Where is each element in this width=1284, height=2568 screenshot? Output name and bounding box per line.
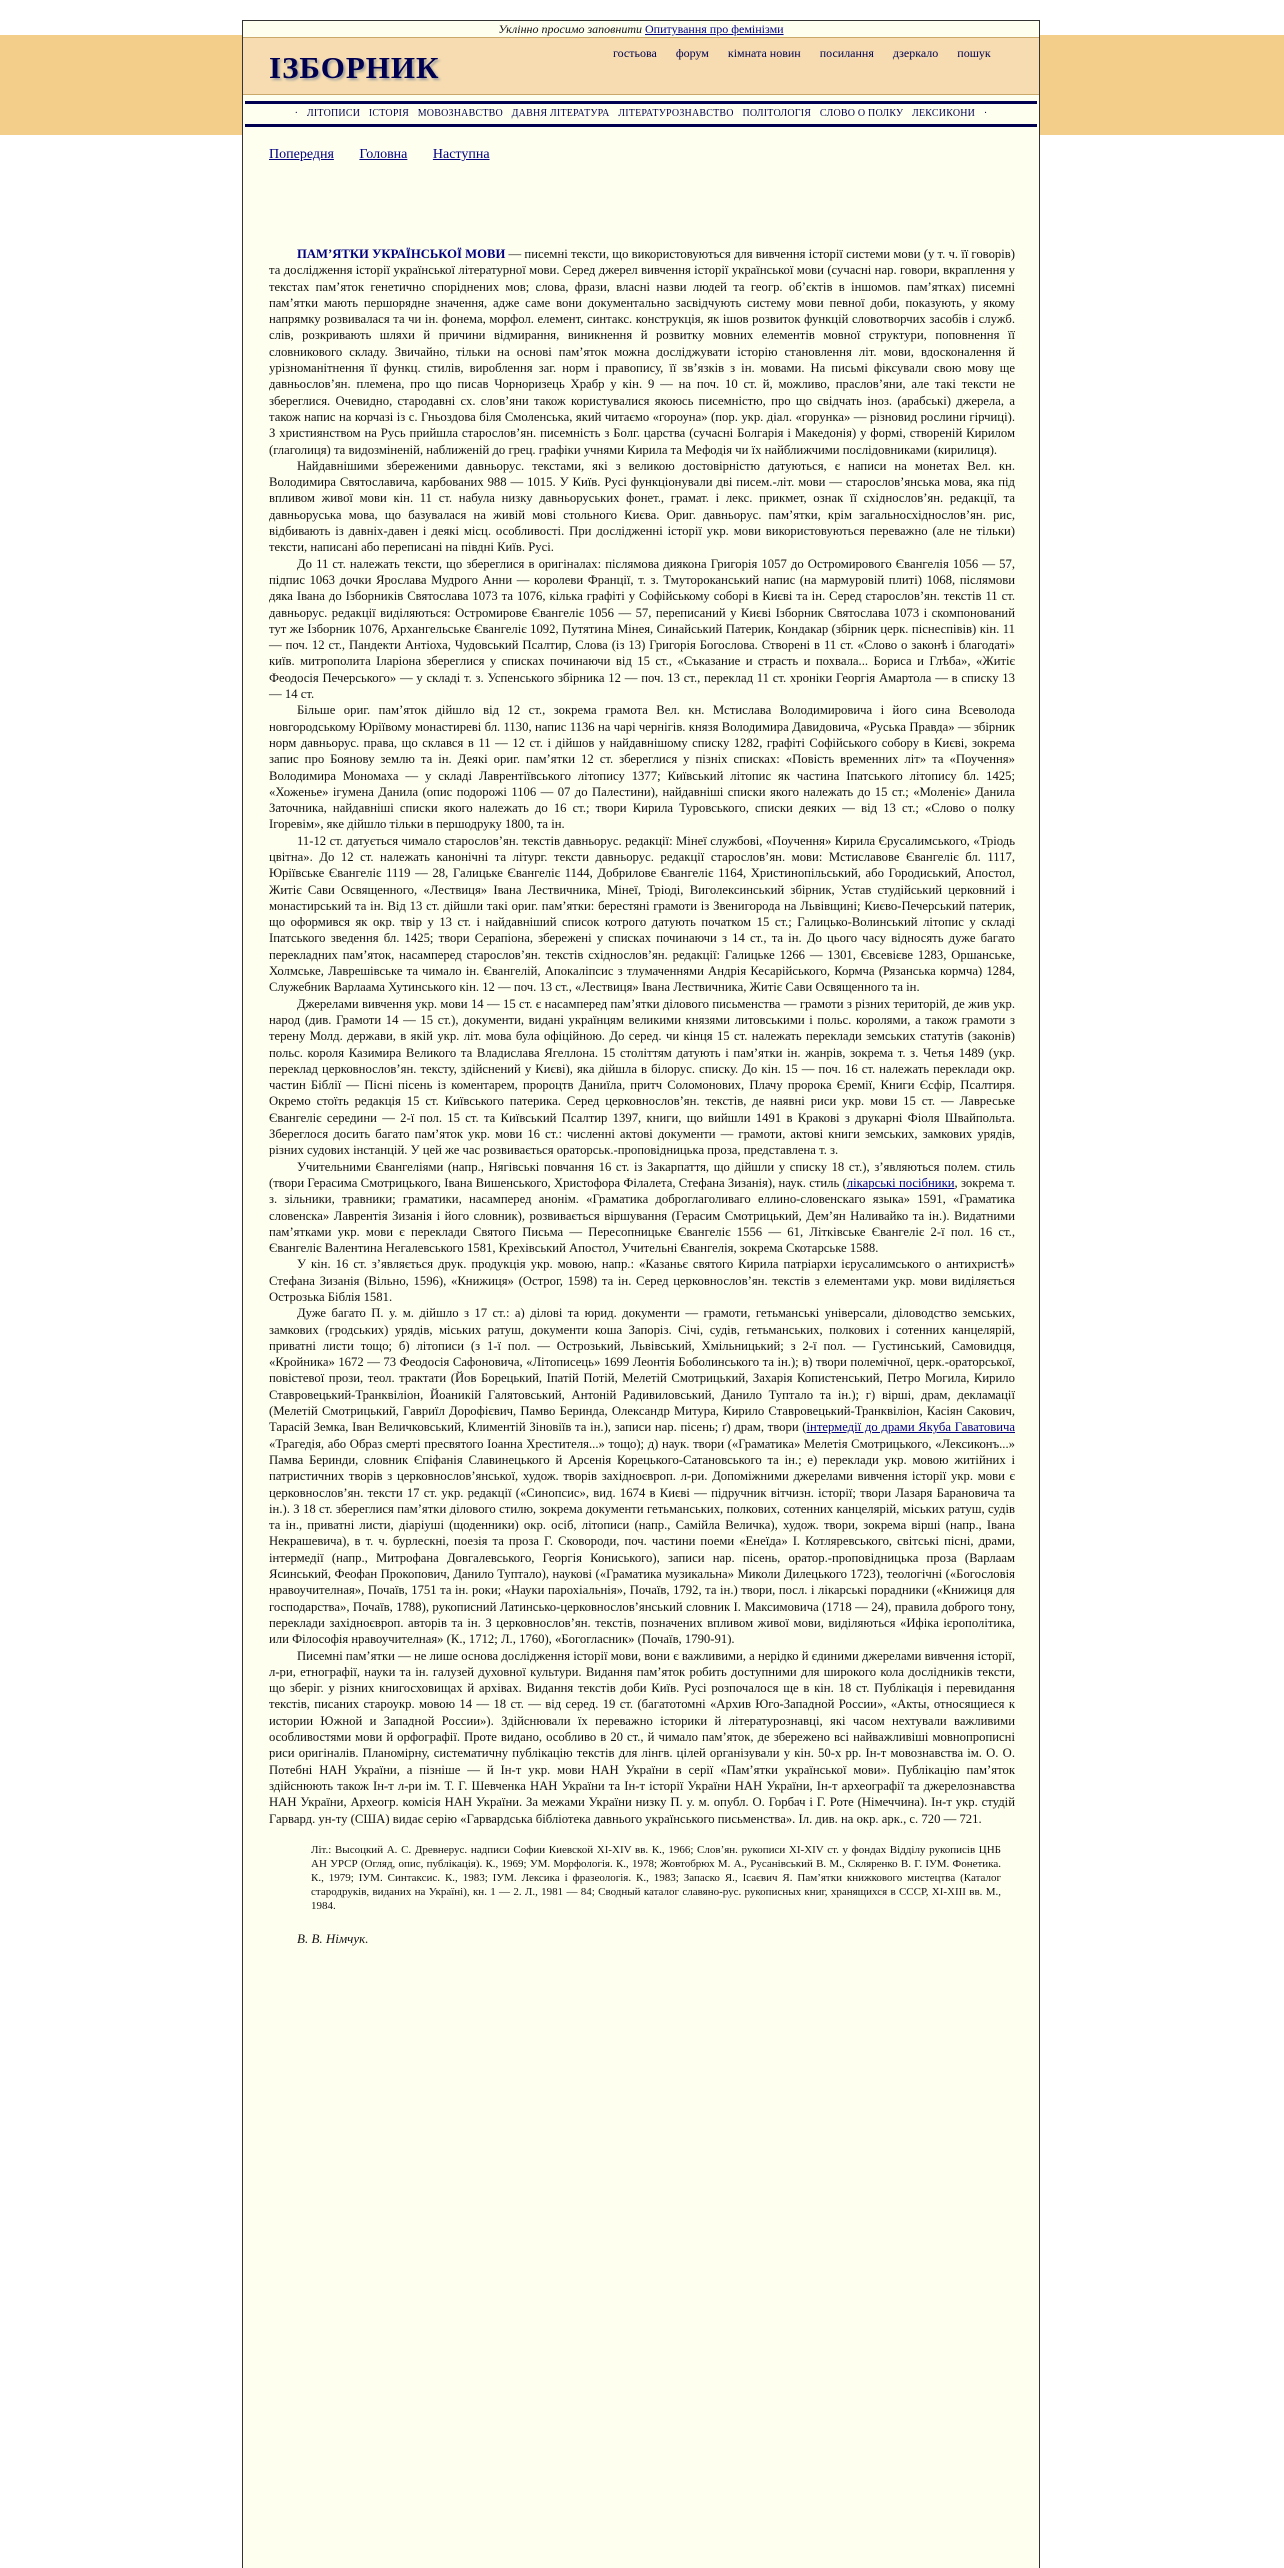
literature-list: Літ.: Высоцкий А. С. Древнерус. надписи Софии Киевской XI-XIV вв. К., 1966; Слов’ян. рукописи XI-XIV ст. у фондах Відділу рукописів ЦНБ АН УРСР (Огляд, опис, публікація). К., 1969; УМ. Морфологія. К., 1978; Жовтобрюх М. А., Русанівський В. М., Скляренко В. Г. ІУМ. Фонетика. К., 1979; ІУМ. Синтаксис. К., 1983; ІУМ. Лексика і фразеологія. К., 1983; Запаско Я., Ісаєвич Я. Пам’ятки книжкового мистецтва (Каталог стародруків, виданих на Україні), кн. 1 — 2. Л., 1981 — 84; Сводный каталог славяно-рус. рукописных книг, хранящихся в СССР, XI-XIII вв. М., 1984. — [311, 1843, 1001, 1912]
medical-manuals-link[interactable]: лікарські посібники — [846, 1175, 955, 1190]
top-menu-forum[interactable]: форум — [675, 46, 709, 60]
nav-item-literary-studies[interactable]: ЛІТЕРАТУРОЗНАВСТВО — [618, 108, 734, 119]
survey-text: Уклінно просимо заповнити — [498, 22, 642, 36]
article-paragraph: До 11 ст. належать тексти, що збереглися в оригіналах: післямова диякона Григорія 1057 до Остромирового Євангелія 1056 — 57, підпис 1063 дочки Ярослава Мудрого Анни — королеви Франції, т. з. Тмутороканський напис (на мармуровій плиті) 1068, післямови дяка Івана до Ізборників Святослава 1073 та 1076, кілька графіті у Софійському соборі в Києві та ін. Серед старослов’ян. текстів 11 ст. давньорус. редакції виділяються: Остромирове Євангеліє 1056 — 57, переписаний у Києві Ізборник Святослава 1073 і скомпонований тут же Ізборник 1076, Архангельське Євангеліє 1092, Путятина Мінея, Синайський Патерик, Кондакар (збірник церк. піснеспівів) кін. 11 — поч. 12 ст., Пандекти Антіоха, Чудовський Псалтир, Слова (із 13) Григорія Богослова. Створені в 11 ст. «Слово о законѣ і благодаті» київ. митрополита Іларіона збереглися у списках починаючи від 15 ст., «Съказание и страсть и похвала... Бориса и Глѣба», «Житіє Феодосія Печерського» — у складі т. з. Успенського збірника 12 — поч. 13 ст., переклад 11 ст. хроніки Георгія Амартола — в списку 13 — 14 ст. — [269, 556, 1015, 702]
site-logo[interactable]: ІЗБОРНИК — [269, 50, 440, 85]
nav-rule-bottom — [245, 124, 1037, 127]
prev-link[interactable]: Попередня — [269, 147, 334, 162]
page-navigation — [269, 147, 1039, 163]
top-menu-mirror[interactable]: дзеркало — [892, 46, 939, 60]
top-menu-news[interactable]: кімната новин — [727, 46, 801, 60]
next-link[interactable]: Наступна — [432, 147, 490, 162]
article-author: В. В. Німчук. — [297, 1930, 369, 1946]
article-paragraph: У кін. 16 ст. з’являється друк. продукція укр. мовою, напр.: «Казаньє святого Кирила патріархи ієрусалимського о антихристѣ» Стефана Зизанія (Вільно, 1596), «Книжиця» (Острог, 1598) та ін. Серед церковнослов’ян. текстів з елементами укр. мови виділяється Острозька Біблія 1581. — [269, 1257, 1015, 1304]
article-paragraph: Писемні пам’ятки — не лише основа дослідження історії мови, вони є важливими, а нерідко й єдиними джерелами вивчення історії, л-ри, етнографії, науки та ін. галузей духовної культури. Видання пам’яток робить доступними для широкого кола дослідників тексти, що зберіг. у різних книгосховищах й архівах. Видання текстів доби Київ. Русі розпочалося ще в кін. 18 ст. Публікація і перевидання текстів, писаних староукр. мовою 14 — 18 ст. — від серед. 19 ст. (багатотомні «Архив Юго-Западной России», «Акты, относящиеся к истории Южной и Западной России»). Здійснювали їх переважно історики й літературознавці, які часом нехтували важливими особливостями мови й орфографії. Проте видано, особливо в 20 ст., й чимало пам’яток, де збережено всі найважливіші мовнопрописні риси оригіналів. Планомірну, систематичну публікацію текстів для лінгв. цілей організували у кін. 50-х рр. Ін-т мовознавства ім. О. О. Потебні НАН України, а пізніше — й Ін-т укр. мови НАН України в серії «Пам’ятки української мови». Публікацію пам’яток здійснюють також Ін-т л-ри ім. Т. Г. Шевченка НАН України та Ін-т історії України НАН України, Ін-т археографії та джерелознавства НАН України, Археогр. комісія НАН України. За межами України низку П. у. м. опубл. О. Горбач і Г. Роте (Німеччина). Ін-т укр. студій Гарвард. ун-ту (США) видає серію «Гарвардська бібліотека давнього українського письменства». Іл. див. на окр. арк., с. 720 — 721. — [269, 1648, 1015, 1826]
survey-link[interactable]: Опитування про фемінізми — [645, 22, 784, 36]
top-menu — [613, 46, 1007, 61]
nav-item-politology[interactable]: ПОЛІТОЛОГІЯ — [742, 108, 812, 119]
top-menu-search[interactable]: пошук — [957, 46, 991, 60]
nav-item-slovo[interactable]: СЛОВО О ПОЛКУ — [819, 108, 904, 119]
article-body — [269, 246, 1015, 1947]
nav-item-history[interactable]: ІСТОРІЯ — [368, 108, 410, 119]
interludes-link[interactable]: інтермедії до драми Якуба Гаватовича — [806, 1420, 1015, 1435]
article-paragraph: Джерелами вивчення укр. мови 14 — 15 ст. є насамперед пам’ятки ділового письменства — грамоти з різних територій, де жив укр. народ (див. Грамоти 14 — 15 ст.), документи, видані українцям великими князями литовськими і польс. королями, а також грамоти з терену Молд. держави, в якій укр. літ. мова була офіційною. До серед. чи кінця 15 ст. належать переклади земських статутів (законів) польс. короля Казимира Великого та Владислава Ягеллона. 15 століттям датують і пам’ятки ін. жанрів, зокрема т. з. Четья 1489 (укр. переклад церковнослов’ян. тексту, здійснений у Києві), яка дійшла в білорус. списку. До кін. 15 — поч. 16 ст. належать переклади окр. частин Біблії — Пісні пісень із коментарем, пророцтв Даниїла, притч Соломонових, Плачу пророка Єремії, Книги Єсфір, Псалтиря. Окремо стоїть редакція 15 ст. Київського патерика. Серед церковнослов’ян. текстів, де наявні риси укр. мови 15 ст. — Лавреське Євангеліє середини — 2-ї пол. 15 ст. та Київський Псалтир 1397, книги, що вийшли 1491 в Кракові з друкарні Фіоля Швайпольта. Збереглося досить багато пам’яток укр. мови 16 ст.: численні актові документи — грамоти, актові книги земських, замкових урядів, різних судових інстанцій. У цей же час розвивається ораторськ.-проповідницька проза, представлена т. з. — [269, 996, 1015, 1158]
nav-bar — [243, 104, 1039, 124]
article-paragraph: Дуже багато П. у. м. дійшло з 17 ст.: а) ділові та юрид. документи — грамоти, гетьманські універсали, діловодство земських, замкових (гродських) урядів, міських ратуш, документи коша Запоріз. Січі, судів, гетьманських, полкових і сотенних канцелярій, приватні листи тощо; б) літописи (з 1-ї пол. — Острозький, Львівський, Хмільницький; з 2-ї пол. — Густинський, Самовидця, «Кройника» 1672 — 73 Феодосія Сафоновича, «Літописець» 1699 Леонтія Боболинського та ін.); в) твори полемічної, церк.-ораторської, повістевої прози, теол. трактати (Йов Борецький, Іпатій Потій, Мелетій Смотрицький, Захарія Копистенський, Петро Могила, Кирило Ставровецький-Транквіліон, Йоаникій Галятовський, Антоній Радивиловський, Данило Туптало та ін.); г) вірші, драм, декламації (Мелетій Смотрицький, Гавриїл Дорофієвич, Памво Беринда, Олександр Митура, Кирило Ставровецький-Транквіліон, Касіян Сакович, Тарасій Земка, Іван Величковський, Климентій Зіновіїв та ін.), записи нар. пісень; ґ) драм, твори (інтермедії до драми Якуба Гаватовича «Трагедія, або Образ смерті пресвятого Іоанна Хрестителя...» тощо); д) наук. твори («Граматика» Мелетія Смотрицького, «Лексиконъ...» Памва Беринди, словник Єпіфанія Славинецького й Арсенія Корецького-Сатановського та ін.; е) переклади укр. мовою житійних і патристичних творів з церковнослов’янської, худож. творів західноєвроп. л-ри. Допоміжними джерелами вивчення історії укр. мови є церковнослов’ян. тексти 17 ст. укр. редакції («Синопсис», вид. 1674 в Києві — підручник вітчизн. історії; твори Лазаря Барановича та ін.). З 18 ст. збереглися пам’ятки ділового стилю, зокрема документи гетьманських, полкових, сотенних канцелярій, міських ратуш, судів та ін., приватні листи, діаріуші (щоденники) окр. осіб, літописи (напр., Самійла Величка), худож. твори, зокрема вірші (напр., Івана Некрашевича), в т. ч. бурлескні, поезія та проза Г. Сковороди, поч. частини поеми «Енеїда» І. Котляревського, світські пісні, драми, інтермедії (напр., Митрофана Довгалевського, Георгія Кониського), записи нар. пісень, оратор.-проповідницька проза (Варлаам Ясинський, Феофан Прокопович, Данило Туптало), наукові («Граматика музикальна» Миколи Дилецького 1723), теологічні («Богословія нравоучителная», Почаїв, 1751 та ін. роки; «Науки парохіальнія», Почаїв, 1792, та ін.) твори, посл. і лікарські порадники («Книжиця для господарства», Почаїв, 1788), рукописний Латинсько-церковнослов’янський словник І. Максимовича (1718 — 24), правила доброго тону, переклади західноєвроп. авторів та ін. З церковнослов’ян. текстів, позначених впливом живої мови, виділяються «Ифіка ієрополітика, или Філософія нравоучителная» (К., 1712; Л., 1760), «Богогласник» (Почаїв, 1790-91). — [269, 1306, 1015, 1647]
page-container — [242, 20, 1040, 2568]
home-link[interactable]: Головна — [359, 147, 408, 162]
nav-item-linguistics[interactable]: МОВОЗНАВСТВО — [417, 108, 503, 119]
top-menu-links[interactable]: посилання — [819, 46, 874, 60]
top-menu-guestbook[interactable]: гостьова — [613, 46, 657, 60]
survey-banner — [243, 21, 1039, 37]
article-paragraph: 11-12 ст. датується чимало старослов’ян. текстів давньорус. редакції: Мінеї службові, «Поучення» Кирила Єрусалимського, «Тріодь цвітна». До 12 ст. належать канонічні та літург. тексти давньорус. редакції старослов’ян. мови: Мстиславове Євангеліє бл. 1117, Юріївське Євангеліє 1119 — 28, Галицьке Євангеліє 1144, Добрилове Євангеліє 1164, Христинопільський, або Городиський, Апостол, Житіє Сави Освященного, «Лествиця» Івана Лествичника, Мінеї, Тріоді, Виголексинський збірник, Устав студійський церковний і монастирський та ін. Від 13 ст. дійшли такі ориг. пам’ятки: берестяні грамоти із Звенигорода на Львівщині; Києво-Печерський патерик, що оформився як окр. твір у 13 ст. і найдавніший список котрого датують початком 15 ст.; Галицько-Волинський літопис у складі Іпатського зведення бл. 1425; твори Серапіона, збережені у списках починаючи з 14 ст., та ін. До цього часу відносять дуже багато перекладних пам’яток, насамперед старослов’ян. текстів східнослов’ян. редакції: Галицьке 1266 — 1301, Євсевієве 1283, Оршанське, Холмське, Лаврешівське та чимало ін. Євангелій, Апокаліпсис з тлумаченнями Андрія Кесарійського, Кормча (Рязанська кормча) 1284, Служебник Варлаама Хутинського кін. 12 — поч. 13 ст., «Лествиця» Івана Лествичника, Житіє Сави Освященного та ін. — [269, 833, 1015, 995]
article-title: ПАМ’ЯТКИ УКРАЇНСЬКОЇ МОВИ — [297, 247, 506, 261]
article-paragraph: Учительними Євангеліями (напр., Нягівські повчання 16 ст. із Закарпаття, що дійшли у списку 18 ст.), з’являються полем. стиль (твори Герасима Смотрицького, Івана Вишенського, Христофора Філалета, Стефана Зизанія), наук. стиль (лікарські посібники, зокрема т. з. зільники, травники; граматики, насамперед анонім. «Граматика доброглаголиваго еллино-словенскаго языка» 1591, «Граматика словенска» Лаврентія Зизанія і його словник), розвивається віршування (Герасим Смотрицький, Дем’ян Наливайко та ін.). Видатними пам’ятками укр. мови є переклади Святого Письма — Пересопницьке Євангеліє 1556 — 61, Літківське Євангеліє 2-ї пол. 16 ст., Євангеліє Валентина Негалевського 1581, Крехівський Апостол, Учительні Євангелія, зокрема Скотарське 1588. — [269, 1159, 1015, 1256]
site-header — [243, 37, 1039, 95]
nav-section — [243, 101, 1039, 127]
nav-item-lexicons[interactable]: ЛЕКСИКОНИ — [912, 108, 976, 119]
nav-item-old-literature[interactable]: ДАВНЯ ЛІТЕРАТУРА — [511, 108, 610, 119]
article-paragraph: Більше ориг. пам’яток дійшло від 12 ст., зокрема грамота Вел. кн. Мстислава Володимировича і його сина Всеволода новгородському Юріївому монастиреві бл. 1130, напис 1136 на чарі чернігів. князя Володимира Давидовича, «Руська Правда» — збірник норм давньорус. права, що склався в 11 — 12 ст. і дійшов у найдавнішому списку 1282, графіті Софійського собору в Києві, зокрема запис про Боянову землю та ін. Деякі ориг. пам’ятки 12 ст. збереглися у пізніх списках: «Повість временних літ» та «Поучення» Володимира Мономаха — у складі Лаврентіївського літопису 1377; Київський літопис як частина Іпатського літопису бл. 1425; «Хоженье» ігумена Данила (опис подорожі 1106 — 07 до Палестини), найдавніші списки якого належать до 15 ст.; «Моленіє» Данила Заточника, найдавніші списки якого належать до 16 ст.; твори Кирила Туровського, списки деяких — від 13 ст.; «Слово о полку Ігоревім», яке дійшло тільки в першодруку 1800, та ін. — [269, 703, 1015, 832]
nav-item-chronicles[interactable]: ЛІТОПИСИ — [306, 108, 361, 119]
article-paragraph: ПАМ’ЯТКИ УКРАЇНСЬКОЇ МОВИ — писемні тексти, що використовуються для вивчення історії системи мови (у т. ч. її говорів) та дослідження історії української літературної мови. Серед джерел вивчення історії української мови (сучасні нар. говори, вкраплення у текстах пам’яток генетично споріднених мов; слова, фрази, власні назви людей та геогр. об’єктів в іншомов. пам’ятках) писемні пам’ятки мають першорядне значення, адже саме вони документально засвідчують систему мови певної доби, показують, у якому напрямку розвивалася та чи ін. фонема, морфол. елемент, синтакс. конструкція, як ішов розвиток функцій словотворчих засобів і служб. слів, розкривають шляхи й причини відмирання, виникнення й розвитку мовних елементів мовної структури, поповнення її словникового складу. Звичайно, тільки на основі пам’яток можна досліджувати історію становлення літ. мови, вдосконалення й урізноманітнення її функц. стилів, вироблення заг. норм і правопису, її зв’язків з ін. мовами. На письмі фіксували свою мову ще давньослов’ян. племена, про що писав Чорноризець Храбр у кін. 9 — на поч. 10 ст. й, можливо, праслов’яни, але такі тексти не збереглися. Очевидно, стародавні сх. слов’яни також користувалися якоюсь писемністю, про що свідчать іноз. (арабські) джерела, а також напис на корчазі із с. Гньоздова біля Смоленська, який читаємо «гороуна» (пор. укр. діал. «горунка» — різновид рослини гірчиці). З християнством на Русь прийшла старослов’ян. писемність з Болг. царства (сучасні Болгарія і Македонія) у формі, створеній Кирилом (глаголиця) та видозміненій, наближеній до грец. графіки учнями Кирила та Мефодія чи їх найближчими послідовниками (кирилиця). — [269, 247, 1015, 457]
nav-separator: · — [983, 108, 988, 119]
nav-separator: · — [294, 108, 299, 119]
article-paragraph: Найдавнішими збереженими давньорус. текстами, які з великою достовірністю датуються, є написи на монетах Вел. кн. Володимира Святославича, карбованих 988 — 1015. У Київ. Русі функціонували дві писем.-літ. мови — старослов’янська мова, яка під впливом живої мови кін. 11 ст. набула низку давньоруських фонет., грамат. і лекс. прикмет, ознак її східнослов’ян. редакції, та давньоруська мова, що базувалася на живій мові стольного Києва. Ориг. давньорус. пам’ятки, крім загальносхіднослов’ян. рис, відбивають із давніх-давен і деякі місц. особливості. При дослідженні історії укр. мови використовуються переважно (але не тільки) тексти, написані або переписані на півдні Київ. Русі. — [269, 458, 1015, 555]
